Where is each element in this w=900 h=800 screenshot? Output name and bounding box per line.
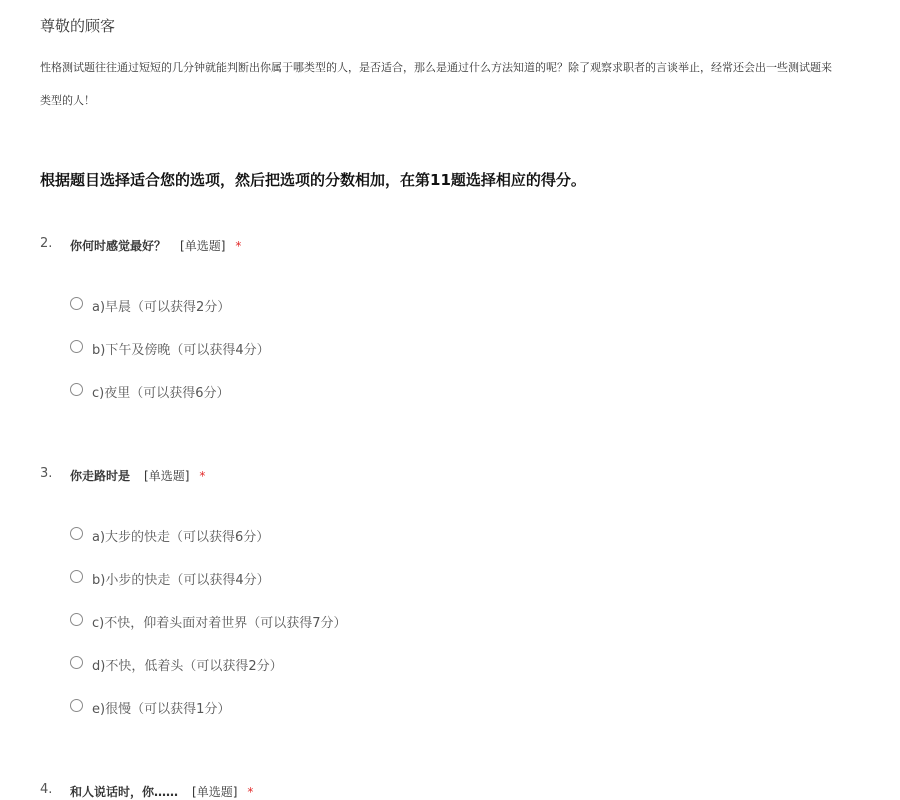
question-number: 2. xyxy=(40,236,53,251)
radio-button[interactable] xyxy=(70,656,83,669)
option-label[interactable]: d)不快，低着头（可以获得2分） xyxy=(92,659,283,674)
option-list xyxy=(70,526,347,741)
option-q3-c[interactable] xyxy=(70,612,347,655)
option-q3-e[interactable] xyxy=(70,698,347,741)
question-type-label: [单选题] xyxy=(180,239,226,253)
option-label[interactable]: b)下午及傍晚（可以获得4分） xyxy=(92,343,270,358)
question-header xyxy=(40,236,880,258)
question-title xyxy=(70,783,253,800)
question-title xyxy=(70,467,205,484)
intro-text-line-2: 类型的人！ xyxy=(40,94,95,107)
required-marker: * xyxy=(235,239,242,253)
intro-text-line-1: 性格测试题往往通过短短的几分钟就能判断出你属于哪类型的人，是否适合，那么是通过什么方法知道的呢？除了观察求职者的言谈举止，经常还会出一些测试题来 xyxy=(40,61,832,74)
radio-button[interactable] xyxy=(70,383,83,396)
option-label[interactable]: a)早晨（可以获得2分） xyxy=(92,300,231,315)
required-marker: * xyxy=(199,469,206,483)
question-title-text: 你走路时是 xyxy=(70,469,131,483)
option-label[interactable]: b)小步的快走（可以获得4分） xyxy=(92,573,270,588)
question-type-label: [单选题] xyxy=(144,469,190,483)
question-2 xyxy=(40,236,880,401)
question-title-text: 和人说话时，你…… xyxy=(70,785,179,799)
radio-button[interactable] xyxy=(70,340,83,353)
question-title-text: 你何时感觉最好？ xyxy=(70,239,167,253)
option-q2-a[interactable] xyxy=(70,296,270,339)
option-q2-b[interactable] xyxy=(70,339,270,382)
greeting-heading: 尊敬的顾客 xyxy=(40,17,116,35)
question-4 xyxy=(40,782,880,800)
required-marker: * xyxy=(247,785,254,799)
radio-button[interactable] xyxy=(70,297,83,310)
question-number: 3. xyxy=(40,466,53,481)
question-title xyxy=(70,237,241,254)
option-q3-b[interactable] xyxy=(70,569,347,612)
option-q2-c[interactable] xyxy=(70,382,270,425)
question-type-label: [单选题] xyxy=(192,785,238,799)
option-label[interactable]: a)大步的快走（可以获得6分） xyxy=(92,530,270,545)
option-label[interactable]: e)很慢（可以获得1分） xyxy=(92,702,231,717)
radio-button[interactable] xyxy=(70,613,83,626)
option-q3-a[interactable] xyxy=(70,526,347,569)
option-label[interactable]: c)不快，仰着头面对着世界（可以获得7分） xyxy=(92,616,347,631)
question-3 xyxy=(40,466,880,717)
radio-button[interactable] xyxy=(70,699,83,712)
question-header xyxy=(40,466,880,488)
radio-button[interactable] xyxy=(70,527,83,540)
option-list xyxy=(70,296,270,425)
question-header xyxy=(40,782,880,800)
instruction-text: 根据题目选择适合您的选项，然后把选项的分数相加，在第11题选择相应的得分。 xyxy=(40,171,586,189)
option-q3-d[interactable] xyxy=(70,655,347,698)
question-number: 4. xyxy=(40,782,53,797)
radio-button[interactable] xyxy=(70,570,83,583)
option-label[interactable]: c)夜里（可以获得6分） xyxy=(92,386,230,401)
